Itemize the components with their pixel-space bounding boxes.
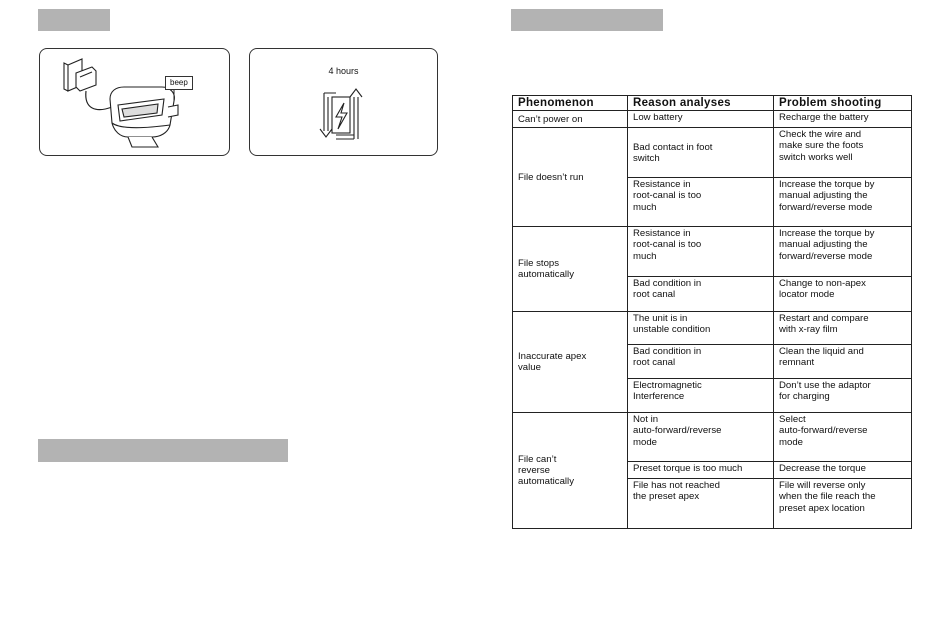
reason-cell: File has not reached the preset apex xyxy=(628,479,774,529)
troubleshooting-table xyxy=(512,95,912,529)
solution-cell: Select auto-forward/reverse mode xyxy=(774,413,912,462)
endomotor-unit-icon xyxy=(110,87,178,147)
header-phenomenon: Phenomenon xyxy=(513,96,628,111)
charging-illustration-panel xyxy=(39,48,230,156)
charging-time-label: 4 hours xyxy=(328,66,359,76)
reason-cell: Resistance in root-canal is too much xyxy=(628,227,774,277)
header-problem-shooting: Problem shooting xyxy=(774,96,912,111)
reason-cell: Low battery xyxy=(628,111,774,128)
reason-cell: Electromagnetic Interference xyxy=(628,379,774,413)
phenomenon-cell: File can’t reverse automatically xyxy=(513,413,628,529)
reason-cell: Bad condition in root canal xyxy=(628,345,774,379)
section-header-bar-troubleshooting xyxy=(511,9,663,31)
charger-device-illustration xyxy=(40,49,231,157)
solution-cell: Clean the liquid and remnant xyxy=(774,345,912,379)
solution-cell: Change to non-apex locator mode xyxy=(774,277,912,312)
solution-cell: Increase the torque by manual adjusting the forward/reverse mode xyxy=(774,227,912,277)
phenomenon-cell: Can’t power on xyxy=(513,111,628,128)
reason-cell: Preset torque is too much xyxy=(628,462,774,479)
solution-cell: Decrease the torque xyxy=(774,462,912,479)
reason-cell: Bad condition in root canal xyxy=(628,277,774,312)
solution-cell: File will reverse only when the file reach the preset apex location xyxy=(774,479,912,529)
phenomenon-cell: Inaccurate apex value xyxy=(513,312,628,413)
table-row xyxy=(513,312,912,345)
solution-cell: Don’t use the adaptor for charging xyxy=(774,379,912,413)
solution-cell: Check the wire and make sure the foots switch works well xyxy=(774,128,912,178)
battery-charging-icon xyxy=(250,49,439,157)
phenomenon-cell: File doesn’t run xyxy=(513,128,628,227)
table-row xyxy=(513,227,912,277)
table-row xyxy=(513,413,912,462)
reason-cell: The unit is in unstable condition xyxy=(628,312,774,345)
reason-cell: Resistance in root-canal is too much xyxy=(628,178,774,227)
header-reason-analyses: Reason analyses xyxy=(628,96,774,111)
charging-time-panel xyxy=(249,48,438,156)
solution-cell: Recharge the battery xyxy=(774,111,912,128)
adapter-plug-icon xyxy=(76,67,96,91)
reason-cell: Not in auto-forward/reverse mode xyxy=(628,413,774,462)
beep-label: beep xyxy=(165,76,193,90)
phenomenon-cell: File stops automatically xyxy=(513,227,628,312)
solution-cell: Increase the torque by manual adjusting the forward/reverse mode xyxy=(774,178,912,227)
table-row xyxy=(513,128,912,178)
section-header-bar-charging xyxy=(38,9,110,31)
table-header-row xyxy=(513,96,912,111)
solution-cell: Restart and compare with x-ray film xyxy=(774,312,912,345)
section-header-bar-lower xyxy=(38,439,288,462)
reason-cell: Bad contact in foot switch xyxy=(628,128,774,178)
table-row xyxy=(513,111,912,128)
